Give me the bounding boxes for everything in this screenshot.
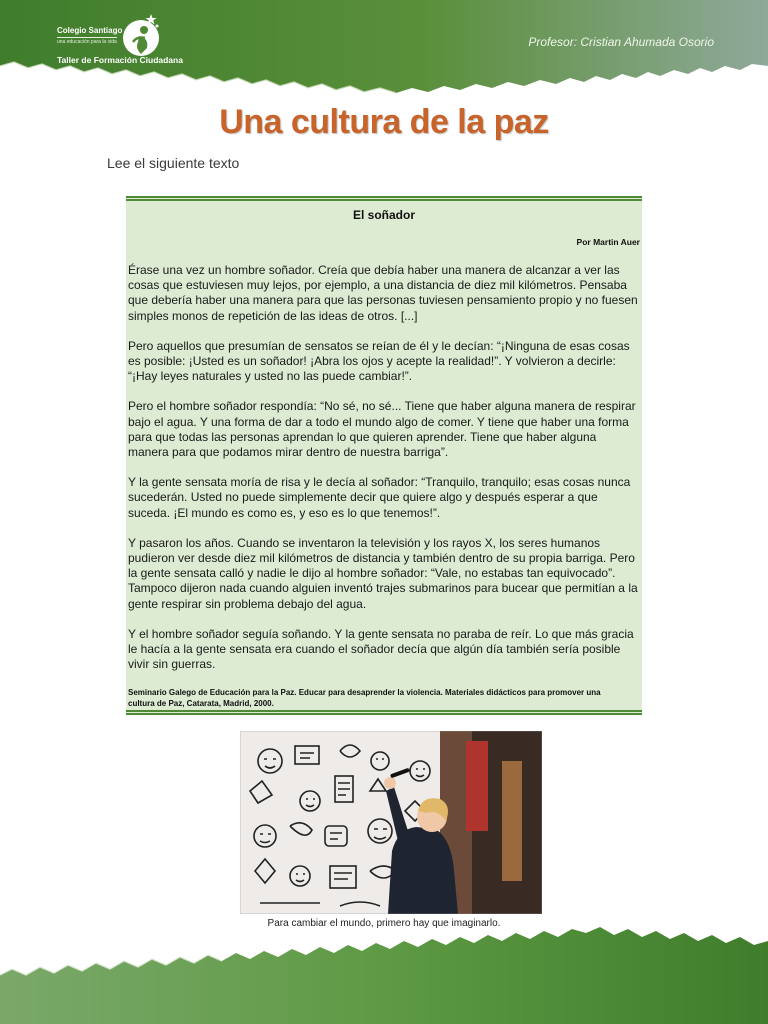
story-body bbox=[128, 263, 640, 687]
story-author: Por Martin Auer bbox=[576, 237, 640, 247]
footer-band bbox=[0, 925, 768, 1024]
school-motto: una educación para la vida bbox=[57, 39, 117, 45]
story-paragraph: Pero aquellos que presumían de sensatos se reían de él y le decían: “¡Ninguna de esas cosas es posible: ¡Usted es un soñador! ¡Abra los ojos y acepte la realidad!”. Y volvieron a decirle: “¡Hay leyes naturales y usted no las puede cambiar!”. bbox=[128, 338, 630, 384]
story-paragraph: Y la gente sensata moría de risa y le decía al soñador: “Tranquilo, tranquilo; esas cosas nunca sucederán. Usted no puede simplemente decir que quiere algo y después esperar a que suceda. ¡El mundo es como es, y eso es lo que tenemos!”. bbox=[128, 475, 631, 520]
story-source: Seminario Galego de Educación para la Paz. Educar para desaprender la violencia. Materiales didácticos para promover una cultura de Paz, Catarata, Madrid, 2000. bbox=[128, 688, 601, 708]
boy-drawing-doodles-photo bbox=[240, 731, 542, 914]
story-title: El soñador bbox=[352, 208, 415, 222]
story-paragraph: Y pasaron los años. Cuando se inventaron la televisión y los rayos X, los seres humanos pudieron ver desde diez mil kilómetros de distancia y también dentro de su propia barriga. Pero la gente sensata calló y nadie le dijo al hombre soñador: “Vale, no estabas tan equivocado”. Tampoco dijeron nada cuando alguien inventó trajes submarinos para bucear que permitían a la gente respirar sin problema debajo del agua. bbox=[128, 535, 638, 611]
teacher-name: Profesor: Cristian Ahumada Osorio bbox=[528, 35, 714, 49]
school-name: Colegio Santiago bbox=[57, 26, 123, 35]
thinker-emblem-icon bbox=[119, 12, 163, 60]
workshop-name: Taller de Formación Ciudadana bbox=[57, 55, 183, 65]
story-paragraph: Pero el hombre soñador respondía: “No sé, no sé... Tiene que haber alguna manera de respirar bajo el agua. Y una forma de dar a todo el mundo algo de comer. Y tiene que haber una forma para que todas las personas aprendan lo que quieren aprender. Tiene que haber alguna manera para que podamos mirar dentro de nuestra barriga”. bbox=[128, 399, 636, 460]
page-title: Una cultura de la paz bbox=[219, 103, 549, 141]
school-logo bbox=[55, 12, 215, 72]
story-paragraph: Érase una vez un hombre soñador. Creía que debía haber una manera de alcanzar a ver las cosas que estuviesen muy lejos, por ejemplo, a una distancia de diez mil kilómetros. Pensaba que debería haber una manera para que las personas tuviesen pensamiento propio y no fuesen simples monos de repetición de las ideas de otros. [...] bbox=[128, 263, 638, 323]
reading-box bbox=[126, 196, 642, 715]
photo-caption: Para cambiar el mundo, primero hay que imaginarlo. bbox=[267, 918, 501, 929]
instruction-text: Lee el siguiente texto bbox=[107, 155, 240, 171]
story-paragraph: Y el hombre soñador seguía soñando. Y la gente sensata no paraba de reír. Lo que más gracia le hacía a la gente sensata era cuando el soñador decía que algún día también sería posible vivir sin guerras. bbox=[128, 626, 634, 672]
